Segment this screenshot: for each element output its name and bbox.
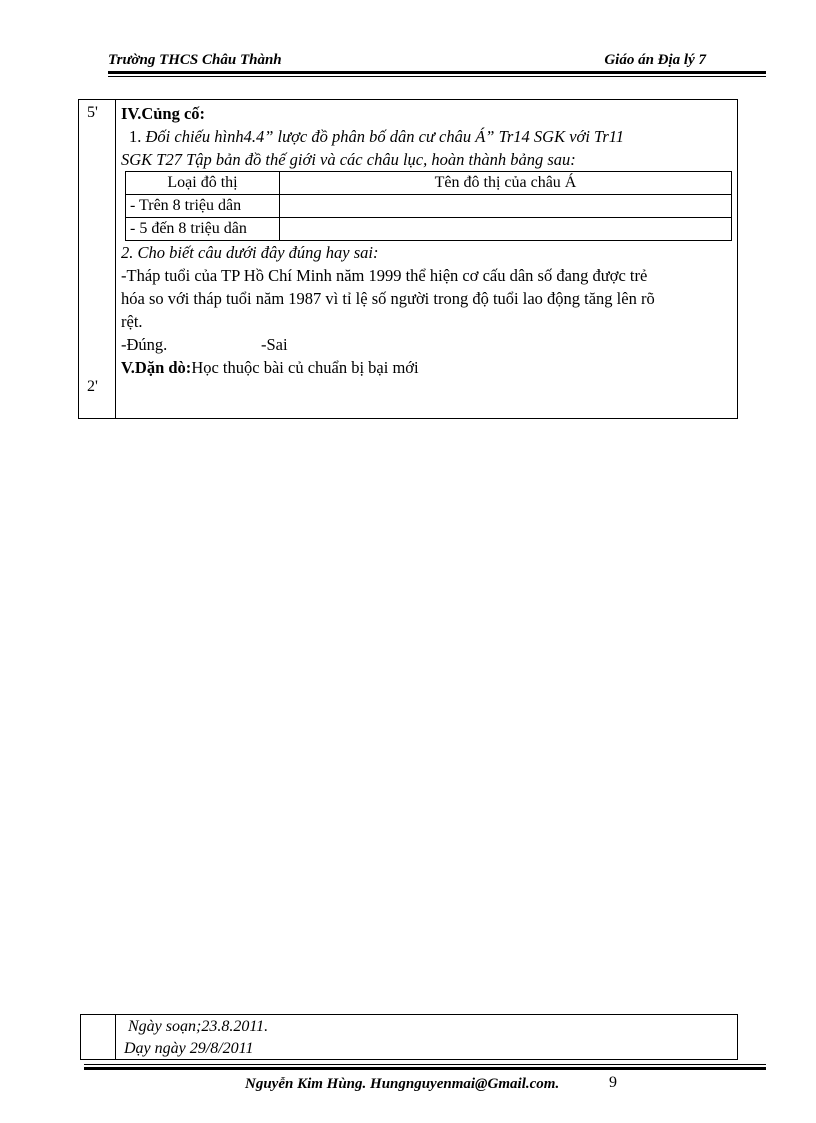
table-cell — [280, 218, 732, 241]
question-2-line-1: -Tháp tuổi của TP Hồ Chí Minh năm 1999 thể hiện cơ cấu dân số đang được trẻ — [121, 266, 648, 285]
table-row — [126, 195, 732, 218]
dates-box — [80, 1014, 738, 1060]
section-4-heading: IV.Củng cố: — [121, 104, 206, 123]
header-rule-thin — [108, 76, 766, 77]
table-row — [126, 218, 732, 241]
dates-left-column — [81, 1015, 116, 1059]
question-2-line-2: hóa so với tháp tuổi năm 1987 vì tỉ lệ số người trong độ tuổi lao động tăng lên rõ — [121, 289, 655, 308]
table-header-cell: Tên đô thị của châu Á — [280, 172, 732, 195]
lesson-content — [121, 102, 733, 379]
subject-title: Giáo án Địa lý 7 — [604, 52, 706, 68]
time-5-min: 5' — [87, 104, 98, 121]
question-1-line-2: SGK T27 Tập bản đồ thế giới và các châu lục, hoàn thành bảng sau: — [121, 150, 576, 169]
footer-rule-thick — [84, 1067, 766, 1070]
section-5-text: Học thuộc bài củ chuẩn bị bại mới — [191, 358, 419, 377]
footer-rule-thin — [84, 1064, 766, 1065]
section-5 — [121, 356, 733, 379]
table-cell: - 5 đến 8 triệu dân — [126, 218, 280, 241]
answer-options — [121, 333, 733, 356]
answer-false: -Sai — [261, 335, 288, 354]
lesson-table — [78, 99, 738, 419]
header-rule-thick — [108, 71, 766, 74]
table-header-row — [126, 172, 732, 195]
time-2-min: 2' — [87, 378, 98, 395]
table-header-cell: Loại đô thị — [126, 172, 280, 195]
table-cell — [280, 195, 732, 218]
taught-date: Dạy ngày 29/8/2011 — [124, 1040, 254, 1057]
question-1-line-1: 1. Đối chiếu hình4.4” lược đồ phân bố dân cư châu Á” Tr14 SGK với Tr11 — [129, 127, 625, 146]
time-column — [79, 100, 116, 418]
section-5-heading: V.Dặn dò: — [121, 358, 192, 377]
question-2: 2. Cho biết câu dưới đây đúng hay sai: — [121, 243, 379, 262]
school-name: Trường THCS Châu Thành — [108, 52, 282, 68]
question-2-line-3: rệt. — [121, 312, 143, 331]
table-cell: - Trên 8 triệu dân — [126, 195, 280, 218]
page-number: 9 — [609, 1074, 617, 1091]
page-header — [108, 52, 766, 72]
prepared-date: Ngày soạn;23.8.2011. — [128, 1018, 269, 1035]
answer-true: -Đúng. — [121, 335, 168, 354]
city-table — [125, 171, 732, 241]
footer-author: Nguyễn Kim Hùng. Hungnguyenmai@Gmail.com. — [245, 1076, 560, 1092]
